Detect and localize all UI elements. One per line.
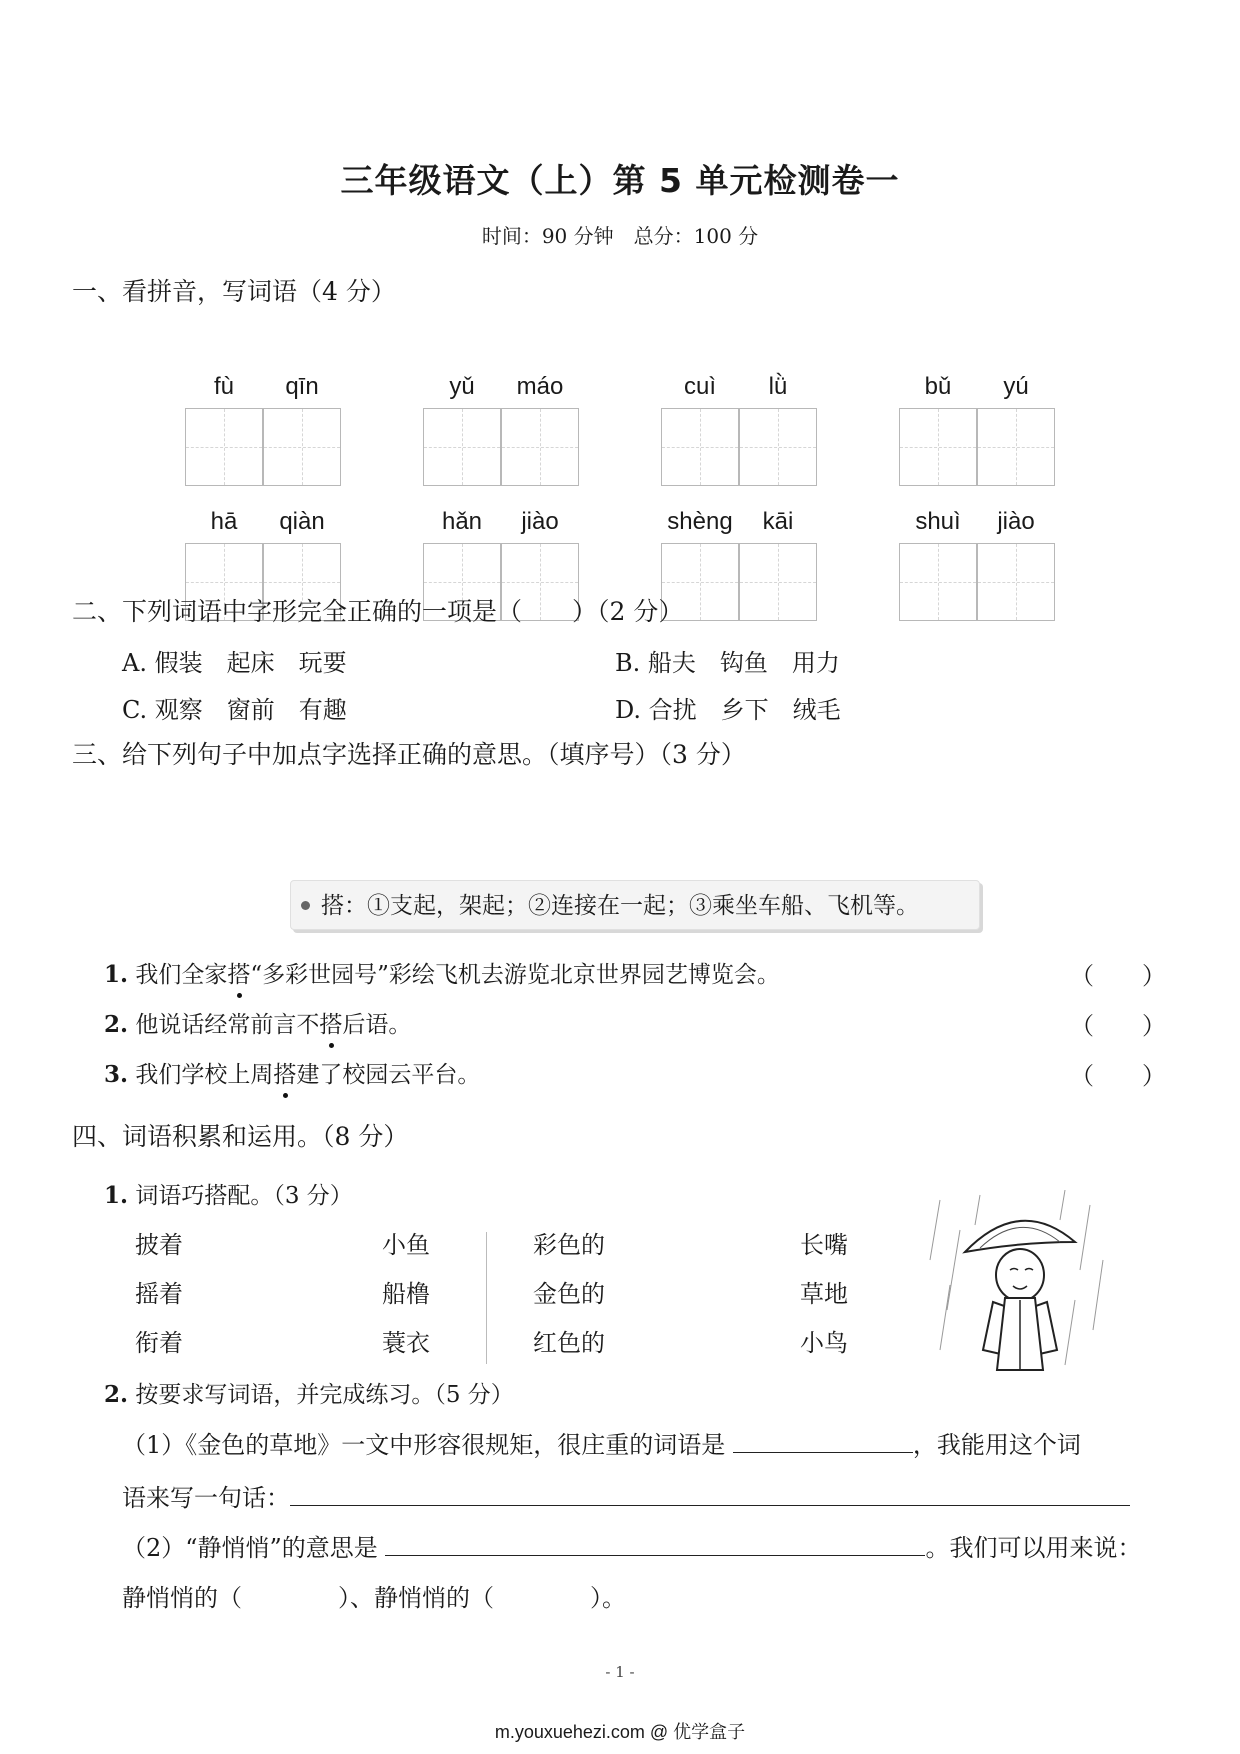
pinyin-2: lǜ bbox=[768, 373, 788, 400]
pinyin-1: hǎn bbox=[441, 508, 483, 535]
question-3-2 bbox=[104, 1006, 411, 1039]
word-right2-3: 小鸟 bbox=[800, 1329, 848, 1357]
writing-box[interactable] bbox=[423, 408, 501, 486]
word-left1-1: 披着 bbox=[135, 1231, 183, 1259]
pinyin-1: shuì bbox=[915, 508, 961, 535]
pinyin-2: máo bbox=[516, 373, 564, 400]
pinyin-1: fù bbox=[213, 373, 235, 400]
question-text-pre: 我们学校上周 bbox=[135, 1062, 274, 1088]
pinyin-1: shèng bbox=[667, 508, 733, 535]
option-c: C. 观察 窗前 有趣 bbox=[122, 696, 347, 724]
word-right2-2: 草地 bbox=[800, 1280, 848, 1308]
option-b: B. 船夫 钩鱼 用力 bbox=[615, 649, 840, 677]
dotted-character: 搭 bbox=[227, 956, 250, 989]
exam-info: 时间：90 分钟 总分：100 分 bbox=[481, 224, 759, 248]
dotted-character: 搭 bbox=[273, 1056, 296, 1089]
word-right1-2: 船橹 bbox=[382, 1280, 430, 1308]
writing-box[interactable] bbox=[739, 408, 817, 486]
answer-blank-2[interactable]: （ ） bbox=[1070, 1012, 1166, 1040]
pinyin-2: qīn bbox=[285, 373, 319, 400]
section-4-heading: 四、词语积累和运用。（8 分） bbox=[72, 1122, 409, 1151]
writing-box[interactable] bbox=[263, 408, 341, 486]
question-3-1 bbox=[104, 956, 780, 989]
question-3-3 bbox=[104, 1056, 480, 1089]
prompt-1-line1 bbox=[122, 1425, 1081, 1460]
pinyin-2: kāi bbox=[762, 508, 794, 535]
section-1-heading: 一、看拼音，写词语（4 分） bbox=[72, 277, 396, 306]
writing-box[interactable] bbox=[739, 543, 817, 621]
pinyin-1: hā bbox=[210, 508, 238, 535]
writing-box[interactable] bbox=[661, 408, 739, 486]
rain-hat-figure-illustration bbox=[925, 1190, 1115, 1375]
question-number: 1. bbox=[104, 1182, 129, 1209]
subquestion-4-1 bbox=[104, 1177, 353, 1210]
meaning-answer-line[interactable] bbox=[385, 1531, 925, 1556]
subquestion-4-2 bbox=[104, 1376, 514, 1409]
writing-box[interactable] bbox=[977, 543, 1055, 621]
section-2-heading: 二、下列词语中字形完全正确的一项是（ ）（2 分） bbox=[72, 597, 684, 626]
writing-box[interactable] bbox=[501, 408, 579, 486]
word-left2-2: 金色的 bbox=[533, 1280, 605, 1308]
word-right2-1: 长嘴 bbox=[800, 1231, 848, 1259]
prompt-text: （1）《金色的草地》一文中形容很规矩，很庄重的词语是 bbox=[122, 1431, 726, 1459]
watermark-site: m.youxuehezi.com @ 优学盒子 bbox=[494, 1722, 746, 1742]
prompt-2-line1 bbox=[122, 1528, 1141, 1563]
prompt-text: ，我能用这个词 bbox=[912, 1431, 1081, 1459]
subquestion-label: 词语巧搭配。（3 分） bbox=[135, 1183, 353, 1209]
pinyin-1: bǔ bbox=[924, 373, 952, 400]
writing-box[interactable] bbox=[899, 408, 977, 486]
word-left2-1: 彩色的 bbox=[533, 1231, 605, 1259]
divider bbox=[486, 1232, 487, 1364]
question-number: 3. bbox=[104, 1061, 129, 1088]
word-right1-1: 小鱼 bbox=[382, 1231, 430, 1259]
dotted-character: 搭 bbox=[319, 1006, 342, 1039]
prompt-text: 。我们可以用来说： bbox=[925, 1534, 1142, 1562]
word-left1-3: 衔着 bbox=[135, 1329, 183, 1357]
prompt-text: （2）“静悄悄”的意思是 bbox=[122, 1534, 378, 1562]
question-number: 2. bbox=[104, 1011, 129, 1038]
prompt-2-line2: 静悄悄的（ ）、静悄悄的（ ）。 bbox=[122, 1584, 626, 1612]
question-text-post: “多彩世园号”彩绘飞机去游览北京世界园艺博览会。 bbox=[250, 962, 780, 988]
writing-box[interactable] bbox=[977, 408, 1055, 486]
subquestion-label: 按要求写词语，并完成练习。（5 分） bbox=[135, 1382, 514, 1408]
answer-blank-1[interactable]: （ ） bbox=[1070, 962, 1166, 990]
section-3-heading: 三、给下列句子中加点字选择正确的意思。（填序号）（3 分） bbox=[72, 740, 746, 769]
bullet-icon bbox=[301, 901, 310, 910]
question-text-pre: 他说话经常前言不 bbox=[135, 1012, 320, 1038]
pinyin-2: yú bbox=[1003, 373, 1029, 400]
word-right1-3: 蓑衣 bbox=[382, 1329, 430, 1357]
option-d: D. 合扰 乡下 绒毛 bbox=[615, 696, 841, 724]
question-number: 1. bbox=[104, 961, 129, 988]
question-text-post: 后语。 bbox=[342, 1012, 412, 1038]
pinyin-2: jiào bbox=[997, 508, 1035, 535]
prompt-text: 语来写一句话： bbox=[122, 1484, 290, 1512]
pinyin-2: qiàn bbox=[279, 508, 325, 535]
page-number: - 1 - bbox=[605, 1663, 635, 1681]
question-text-pre: 我们全家 bbox=[135, 962, 228, 988]
word-left2-3: 红色的 bbox=[533, 1329, 605, 1357]
answer-line[interactable] bbox=[733, 1428, 913, 1453]
writing-box[interactable] bbox=[899, 543, 977, 621]
question-number: 2. bbox=[104, 1381, 129, 1408]
page-title: 三年级语文（上）第 5 单元检测卷一 bbox=[340, 161, 900, 200]
word-left1-2: 摇着 bbox=[135, 1280, 183, 1308]
writing-box[interactable] bbox=[185, 408, 263, 486]
pinyin-1: cuì bbox=[683, 373, 717, 400]
pinyin-1: yǔ bbox=[449, 373, 475, 400]
pinyin-2: jiào bbox=[521, 508, 559, 535]
definition-text: 搭：①支起，架起；②连接在一起；③乘坐车船、飞机等。 bbox=[321, 893, 919, 919]
answer-blank-3[interactable]: （ ） bbox=[1070, 1062, 1166, 1090]
option-a: A. 假装 起床 玩要 bbox=[122, 649, 347, 677]
sentence-answer-line[interactable] bbox=[290, 1481, 1130, 1506]
prompt-1-line2 bbox=[122, 1478, 1130, 1513]
definition-box bbox=[290, 880, 980, 930]
question-text-post: 建了校园云平台。 bbox=[296, 1062, 481, 1088]
